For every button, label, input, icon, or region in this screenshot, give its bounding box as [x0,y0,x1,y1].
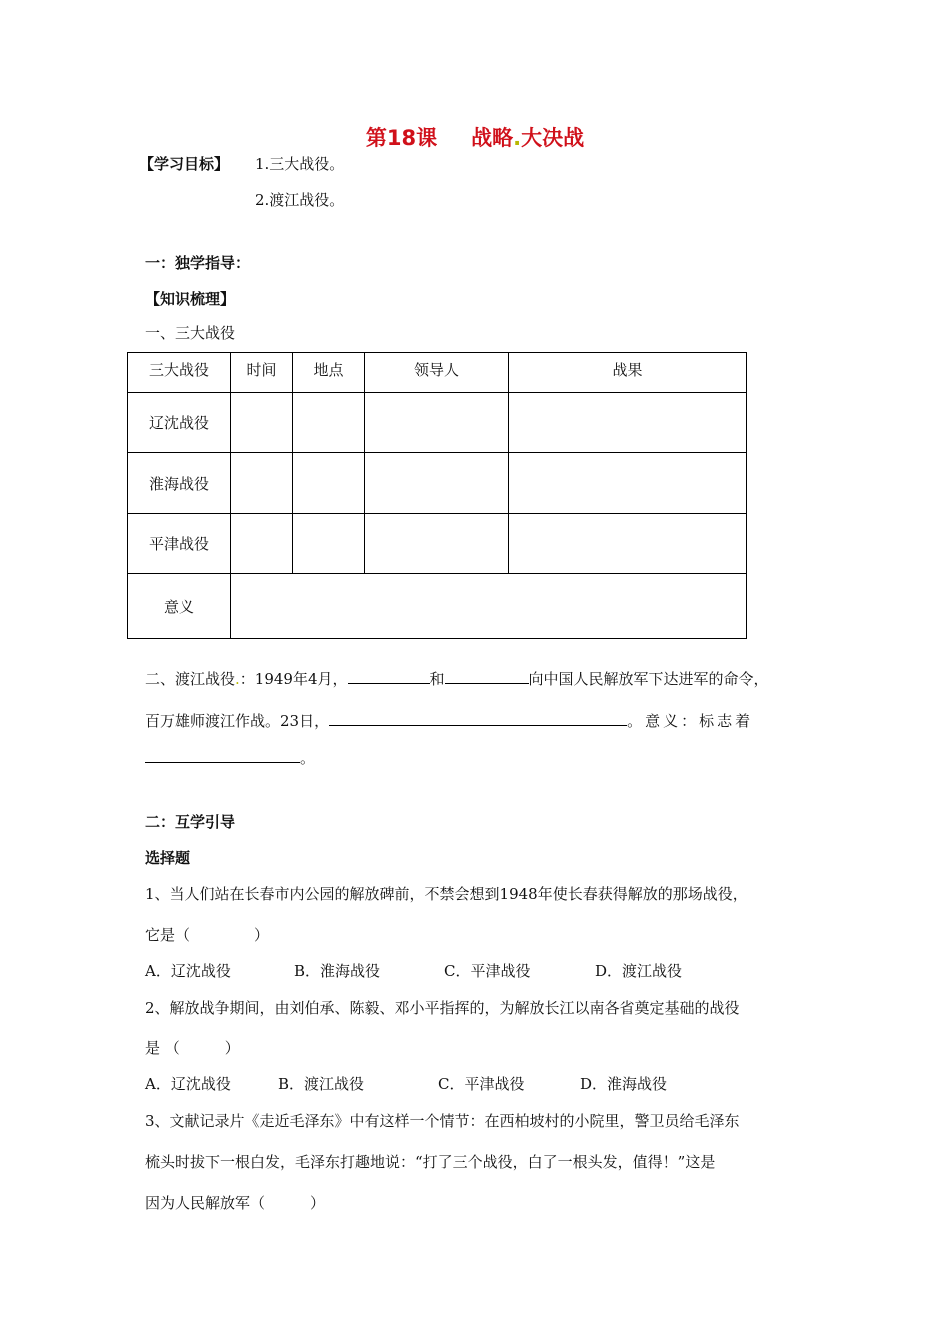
table-cell [509,393,747,453]
table-row [128,453,747,514]
table-row-label: 淮海战役 [128,453,231,514]
table-row [128,514,747,574]
table-cell [231,574,747,639]
crossing-line-2: 百万雄师渡江作战。23日， 。意义：标志着 [145,712,754,730]
section1-subheading: 【知识梳理】 [145,290,236,308]
question-1-stem-cont: 它是（ ） [145,926,270,944]
question-2-stem-cont: 是 （ ） [145,1039,240,1057]
table-row-label: 意义 [128,574,231,639]
question-3-stem-cont: 梳头时拔下一根白发，毛泽东打趣地说：“打了三个战役，白了一根头发，值得！”这是 [145,1153,716,1171]
table-cell [231,453,293,514]
table-header-cell: 三大战役 [128,353,231,393]
table-header-cell: 时间 [231,353,293,393]
table-header-cell: 领导人 [365,353,509,393]
table-cell [509,453,747,514]
question-2-option-c[interactable]: C．平津战役 [438,1075,525,1093]
objective-item-1: 1.三大战役。 [255,155,345,173]
table-header-cell: 地点 [293,353,365,393]
answer-blank[interactable] [145,748,300,763]
question-2-option-a[interactable]: A．辽沈战役 [145,1075,231,1093]
crossing-line-1: 二、渡江战役.：1949年4月， 和 向中国人民解放军下达进军的命令， [145,670,769,688]
objective-item-2: 2.渡江战役。 [255,191,345,209]
question-1-stem: 1、当人们站在长春市内公园的解放碑前，不禁会想到1948年使长春获得解放的那场战役， [145,885,748,903]
objectives-label: 【学习目标】 [139,155,230,173]
table-cell [365,514,509,574]
table-cell [231,393,293,453]
question-1-option-d[interactable]: D．渡江战役 [595,962,683,980]
table-cell [365,453,509,514]
question-2-stem: 2、解放战争期间，由刘伯承、陈毅、邓小平指挥的，为解放长江以南各省奠定基础的战役 [145,999,740,1017]
crossing-line-3: 。 [145,747,315,768]
question-3-stem: 3、文献记录片《走近毛泽东》中有这样一个情节：在西柏坡村的小院里，警卫员给毛泽东 [145,1112,740,1130]
table-header-row [128,353,747,393]
part1-heading: 一、三大战役 [145,324,236,342]
table-cell [293,453,365,514]
answer-blank[interactable] [445,669,529,684]
table-cell [293,393,365,453]
table-cell [509,514,747,574]
question-1-option-b[interactable]: B．淮海战役 [294,962,381,980]
table-header-cell: 战果 [509,353,747,393]
section2-subheading: 选择题 [145,849,191,867]
table-row-label: 平津战役 [128,514,231,574]
table-cell [231,514,293,574]
question-2-option-d[interactable]: D．淮海战役 [580,1075,668,1093]
battles-table [127,352,747,639]
answer-blank[interactable] [348,669,430,684]
section2-heading: 二：互学引导 [145,813,236,831]
table-cell [293,514,365,574]
table-row [128,393,747,453]
question-3-stem-end: 因为人民解放军（ ） [145,1194,326,1212]
section1-heading: 一：独学指导： [145,254,251,272]
table-cell [365,393,509,453]
question-2-option-b[interactable]: B．渡江战役 [278,1075,365,1093]
question-1-option-a[interactable]: A．辽沈战役 [145,962,231,980]
answer-blank[interactable] [329,711,627,726]
table-row-label: 辽沈战役 [128,393,231,453]
page-title: 第18课 战略.大决战 [365,126,585,150]
question-1-option-c[interactable]: C．平津战役 [444,962,531,980]
table-row [128,574,747,639]
